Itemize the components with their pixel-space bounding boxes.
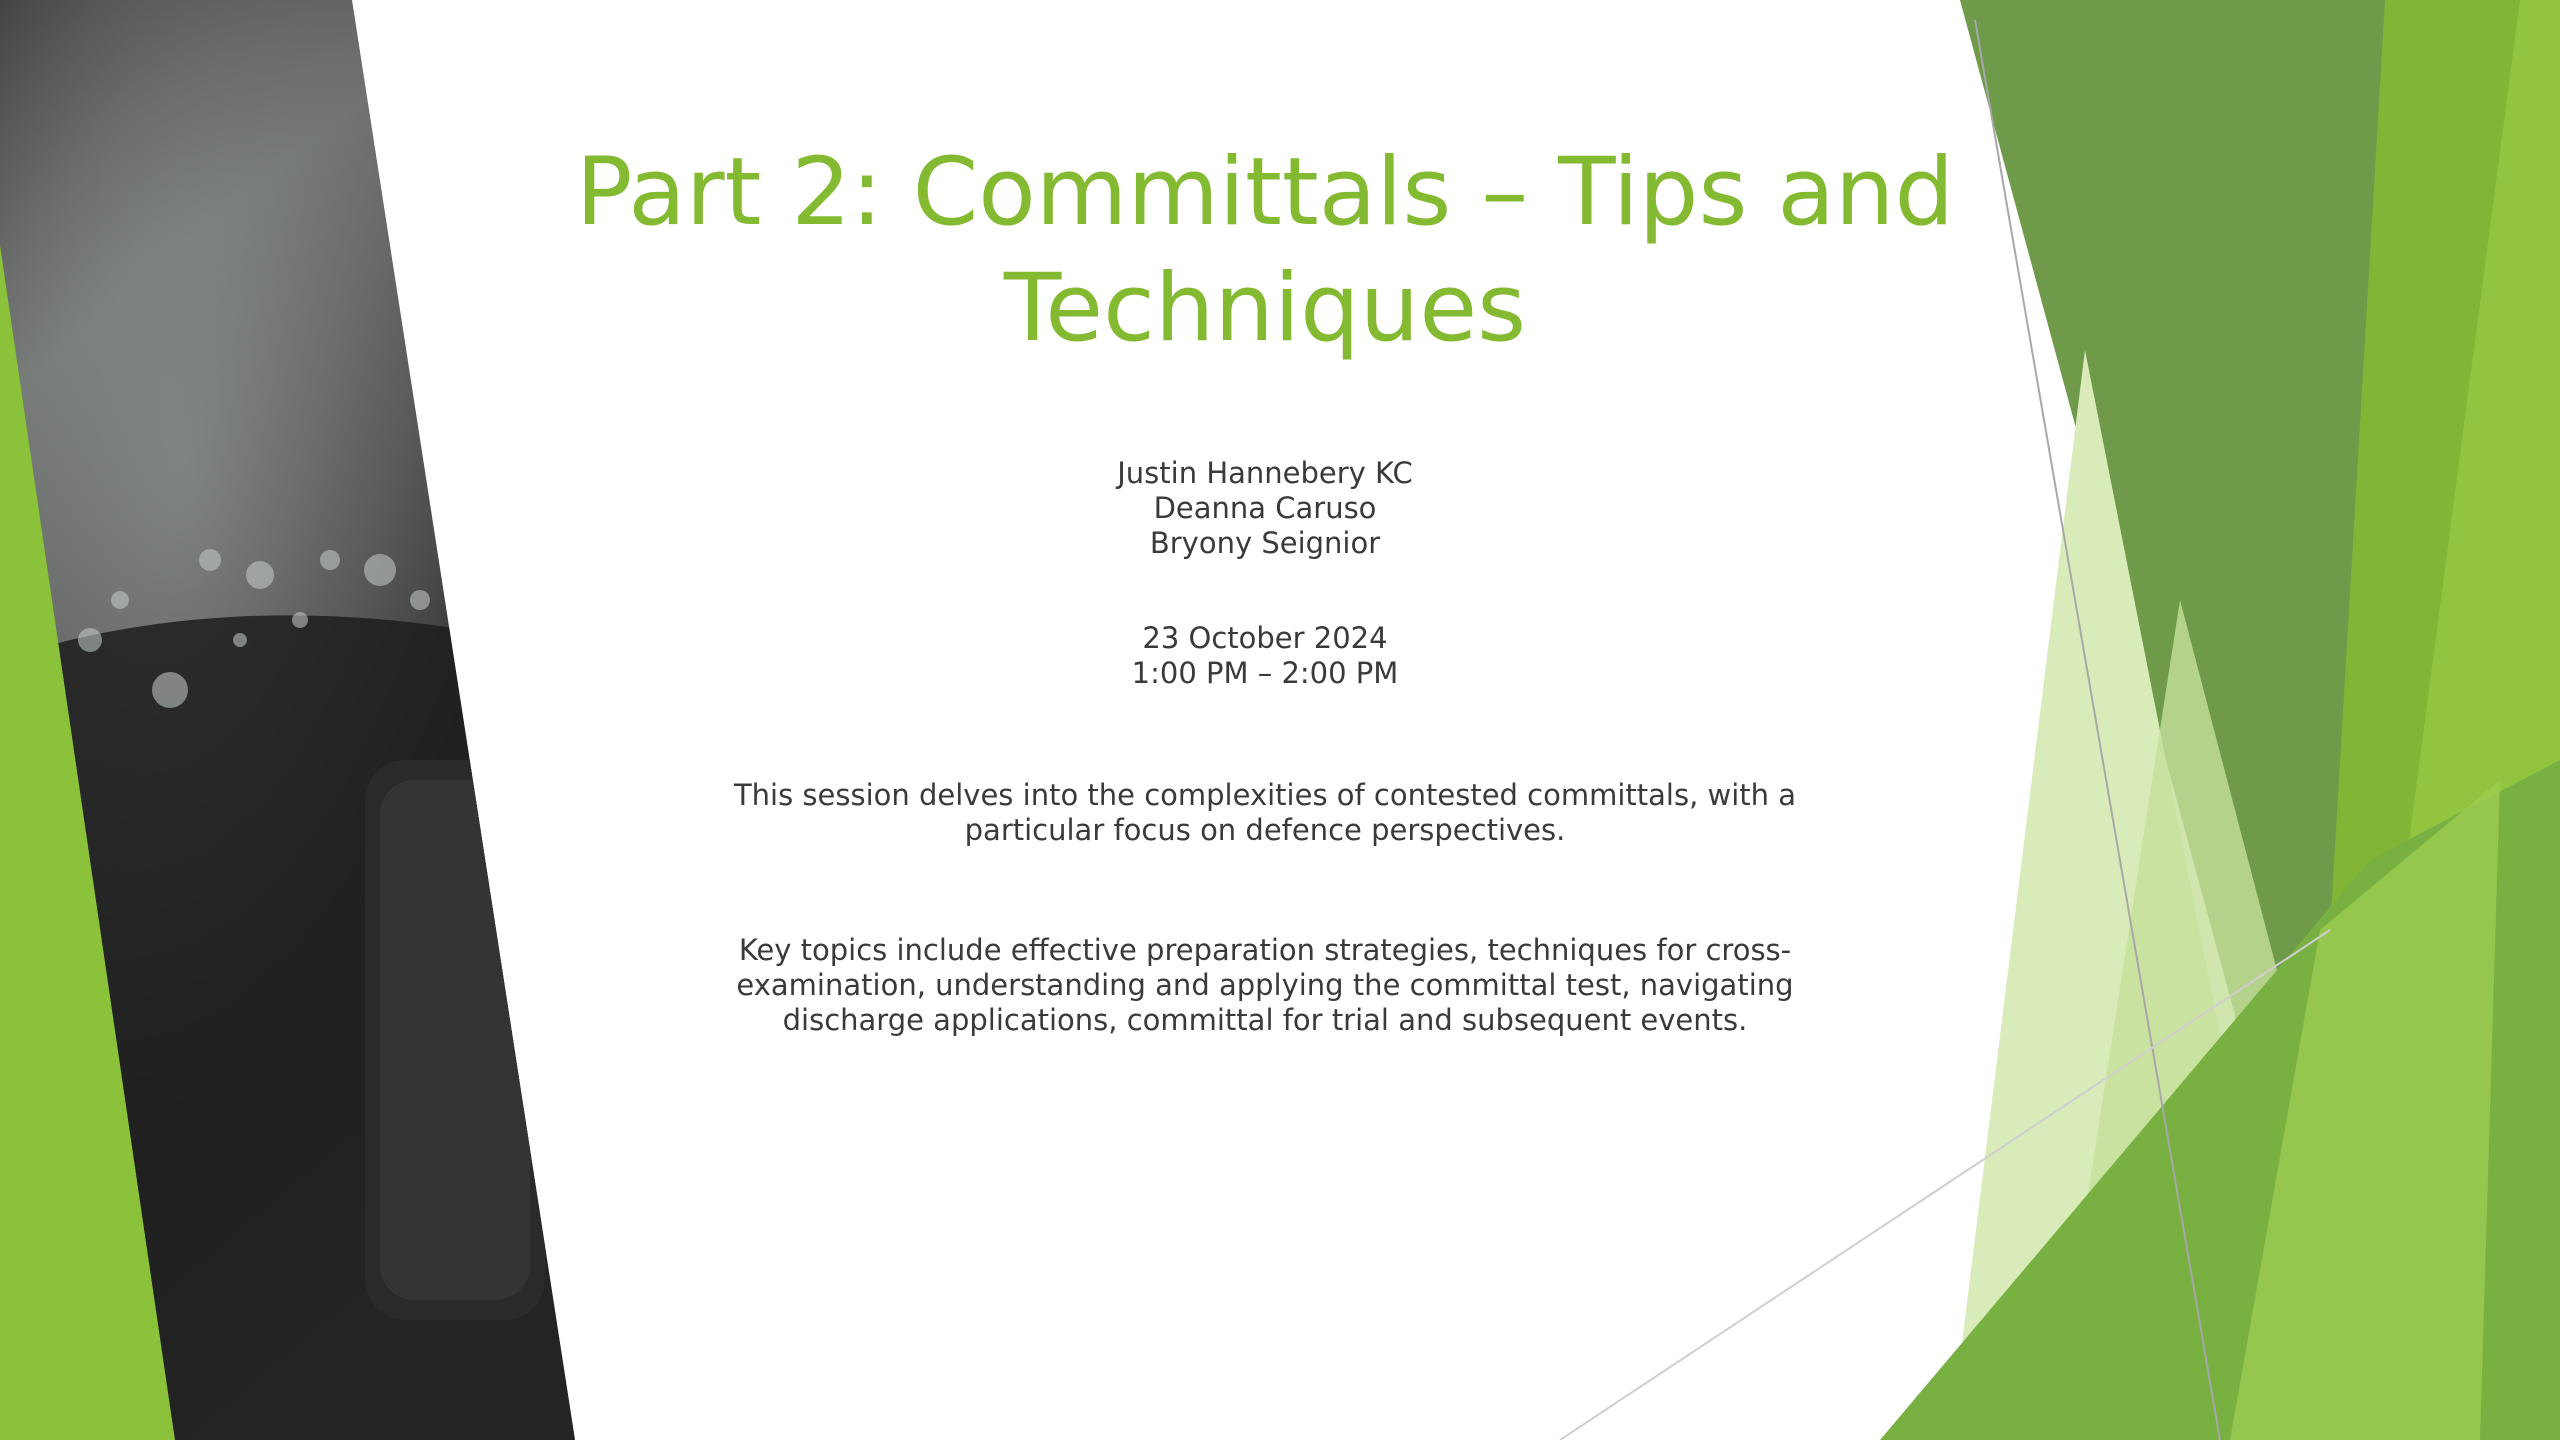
presenter-name: Deanna Caruso [1153,491,1377,525]
slide-title [540,135,1990,367]
slide-title-line-1: Part 2: Committals – Tips and [575,138,1955,247]
presenter-name: Bryony Seignior [1149,526,1381,560]
session-datetime [660,621,1870,691]
slide-title-line-2: Techniques [1003,254,1527,363]
session-time: 1:00 PM – 2:00 PM [1131,656,1399,690]
description-line: This session delves into the complexities of contested committals, with a [733,778,1797,812]
description-line: particular focus on defence perspectives. [964,813,1566,847]
session-date: 23 October 2024 [1142,621,1388,655]
session-description [660,778,1870,848]
presenter-list [660,456,1870,561]
topics-line: discharge applications, committal for trial and subsequent events. [782,1003,1748,1037]
presenter-name: Justin Hannebery KC [1117,456,1413,490]
session-key-topics [660,933,1870,1038]
topics-line: Key topics include effective preparation strategies, techniques for cross- [738,933,1792,967]
topics-line: examination, understanding and applying the committal test, navigating [736,968,1794,1002]
